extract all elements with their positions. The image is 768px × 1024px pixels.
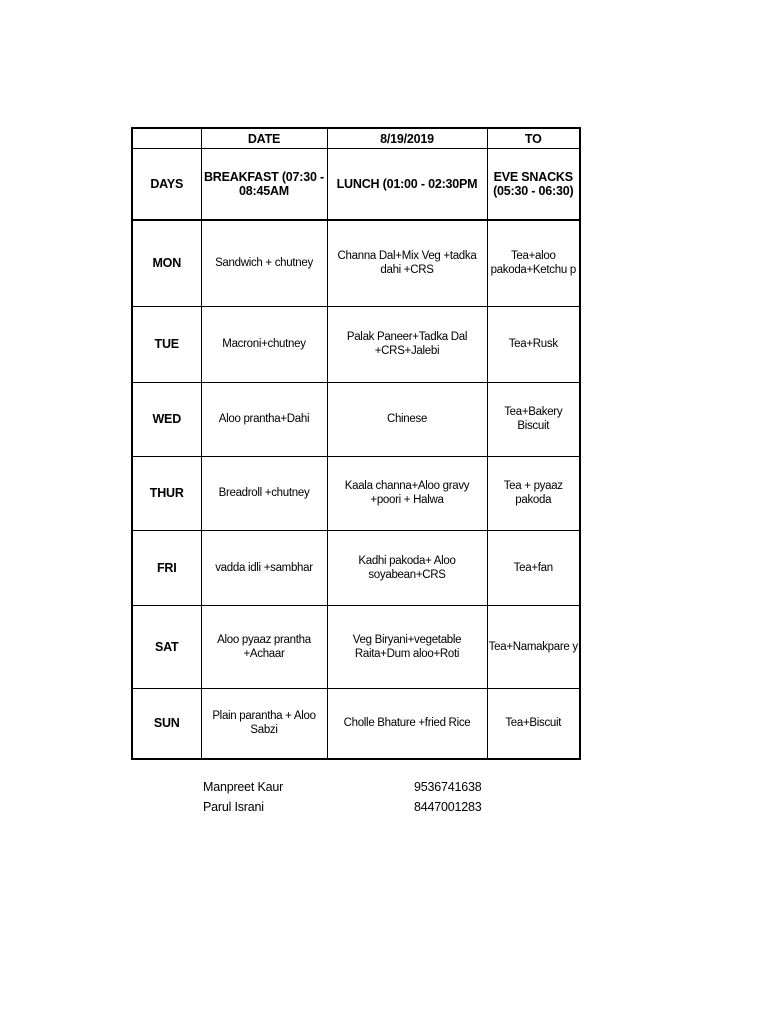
breakfast-cell: Sandwich + chutney bbox=[201, 220, 327, 306]
column-header-row bbox=[132, 149, 580, 221]
date-value: 8/19/2019 bbox=[327, 128, 487, 149]
contact-phone: 8447001283 bbox=[414, 800, 482, 814]
corner-cell bbox=[132, 128, 201, 149]
breakfast-cell: Aloo pyaaz prantha +Achaar bbox=[201, 605, 327, 688]
snacks-cell: Tea+Bakery Biscuit bbox=[487, 382, 580, 456]
date-label: DATE bbox=[201, 128, 327, 149]
snacks-cell: Tea+Biscuit bbox=[487, 688, 580, 759]
table-row bbox=[132, 688, 580, 759]
lunch-cell: Cholle Bhature +fried Rice bbox=[327, 688, 487, 759]
snacks-header: EVE SNACKS (05:30 - 06:30) bbox=[487, 149, 580, 221]
lunch-cell: Kadhi pakoda+ Aloo soyabean+CRS bbox=[327, 530, 487, 605]
snacks-cell: Tea+Namakpare y bbox=[487, 605, 580, 688]
table-row bbox=[132, 605, 580, 688]
table-row bbox=[132, 220, 580, 306]
day-cell: MON bbox=[132, 220, 201, 306]
contact-phone: 9536741638 bbox=[414, 780, 482, 794]
day-cell: TUE bbox=[132, 306, 201, 382]
lunch-cell: Channa Dal+Mix Veg +tadka dahi +CRS bbox=[327, 220, 487, 306]
days-header: DAYS bbox=[132, 149, 201, 221]
snacks-cell: Tea+Rusk bbox=[487, 306, 580, 382]
day-cell: FRI bbox=[132, 530, 201, 605]
day-cell: THUR bbox=[132, 456, 201, 530]
table-row bbox=[132, 306, 580, 382]
lunch-cell: Veg Biryani+vegetable Raita+Dum aloo+Roti bbox=[327, 605, 487, 688]
day-cell: SAT bbox=[132, 605, 201, 688]
date-row bbox=[132, 128, 580, 149]
breakfast-cell: Macroni+chutney bbox=[201, 306, 327, 382]
lunch-cell: Chinese bbox=[327, 382, 487, 456]
contact-name: Manpreet Kaur bbox=[203, 780, 284, 794]
day-cell: SUN bbox=[132, 688, 201, 759]
breakfast-cell: Plain parantha + Aloo Sabzi bbox=[201, 688, 327, 759]
lunch-header: LUNCH (01:00 - 02:30PM bbox=[327, 149, 487, 221]
snacks-cell: Tea+fan bbox=[487, 530, 580, 605]
snacks-cell: Tea+aloo pakoda+Ketchu p bbox=[487, 220, 580, 306]
to-label: TO bbox=[487, 128, 580, 149]
breakfast-cell: vadda idli +sambhar bbox=[201, 530, 327, 605]
table-row bbox=[132, 530, 580, 605]
table-row bbox=[132, 456, 580, 530]
contact-name: Parul Israni bbox=[203, 800, 264, 814]
lunch-cell: Kaala channa+Aloo gravy +poori + Halwa bbox=[327, 456, 487, 530]
breakfast-header: BREAKFAST (07:30 - 08:45AM bbox=[201, 149, 327, 221]
lunch-cell: Palak Paneer+Tadka Dal +CRS+Jalebi bbox=[327, 306, 487, 382]
breakfast-cell: Breadroll +chutney bbox=[201, 456, 327, 530]
breakfast-cell: Aloo prantha+Dahi bbox=[201, 382, 327, 456]
weekly-menu-table bbox=[131, 127, 581, 760]
table-row bbox=[132, 382, 580, 456]
day-cell: WED bbox=[132, 382, 201, 456]
snacks-cell: Tea + pyaaz pakoda bbox=[487, 456, 580, 530]
